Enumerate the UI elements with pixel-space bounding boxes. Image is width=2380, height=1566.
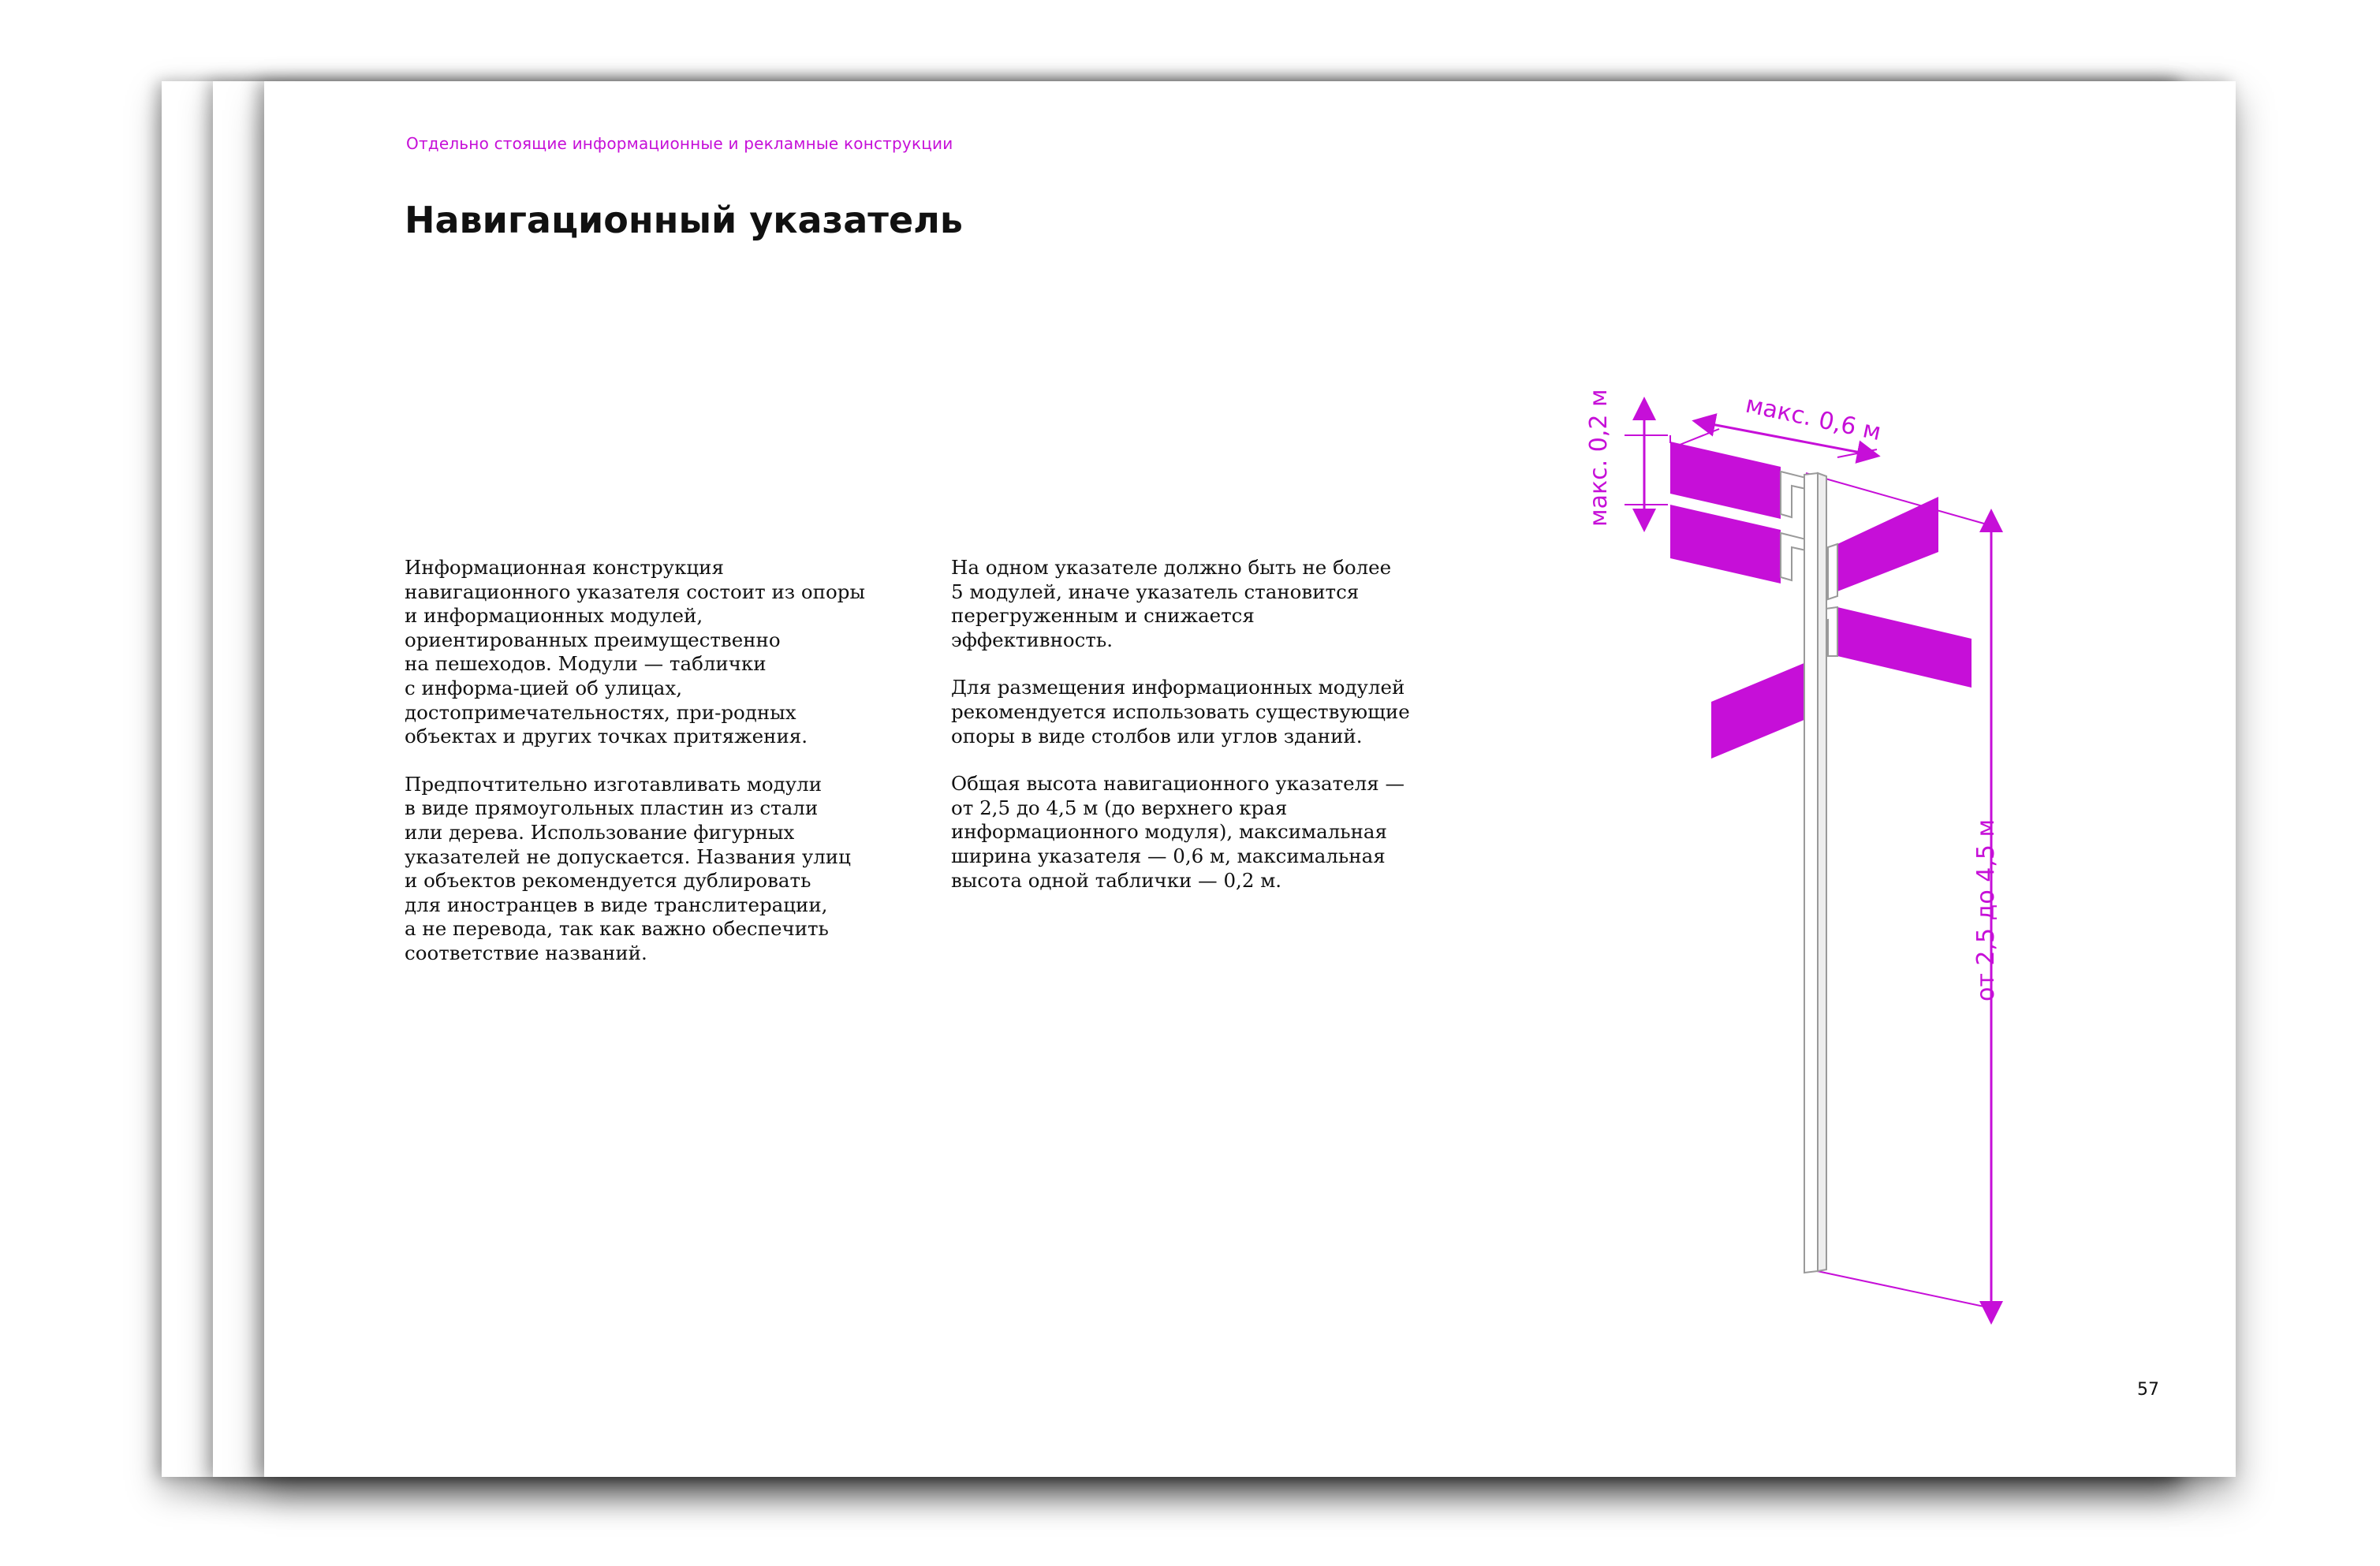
paragraph: Информационная конструкция навигационного указателя состоит из опоры и информационных модулей, ориентированных преимущественно на пешеходов. Модули — таблички с информа-цией об улицах, достопримечательностях, при-родных объектах и других точках притяжения. bbox=[405, 556, 865, 748]
sign-module bbox=[1670, 505, 1781, 584]
signpost-diagram bbox=[1546, 371, 2035, 1333]
sign-module bbox=[1711, 662, 1806, 759]
total-height-label: от 2,5 до 4,5 м bbox=[1972, 818, 2000, 1001]
left-text-column bbox=[405, 556, 909, 990]
page-number: 57 bbox=[2137, 1380, 2159, 1400]
right-text-column bbox=[951, 556, 1456, 916]
paragraph: Предпочтительно изготавливать модули в виде прямоугольных пластин из стали или дерева. Использование фигурных указателей не допускается. Названия улиц и объектов рекомендуется дублировать для иностранцев в виде транслитерации, а не перевода, так как важно обеспечить соответствие названий. bbox=[405, 772, 851, 964]
page-title: Навигационный указатель bbox=[405, 199, 963, 241]
paragraph: На одном указателе должно быть не более 5 модулей, иначе указатель становится перегруженным и снижается эффективность. bbox=[951, 556, 1392, 651]
paragraph: Для размещения информационных модулей рекомендуется использовать существующие опоры в виде столбов или углов зданий. bbox=[951, 676, 1410, 748]
max-height-label: макс. 0,2 м bbox=[1585, 389, 1613, 527]
sign-module bbox=[1837, 607, 1972, 688]
sign-module bbox=[1670, 442, 1781, 519]
section-label: Отдельно стоящие информационные и рекламные конструкции bbox=[406, 134, 953, 153]
paragraph: Общая высота навигационного указателя — от 2,5 до 4,5 м (до верхнего края информационного модуля), максимальная ширина указателя — 0,6 м, максимальная высота одной таблички — 0,2 м. bbox=[951, 772, 1404, 892]
signpost-pole bbox=[1804, 473, 1826, 1273]
max-width-label: макс. 0,6 м bbox=[1743, 390, 1884, 447]
sign-module bbox=[1837, 497, 1938, 591]
